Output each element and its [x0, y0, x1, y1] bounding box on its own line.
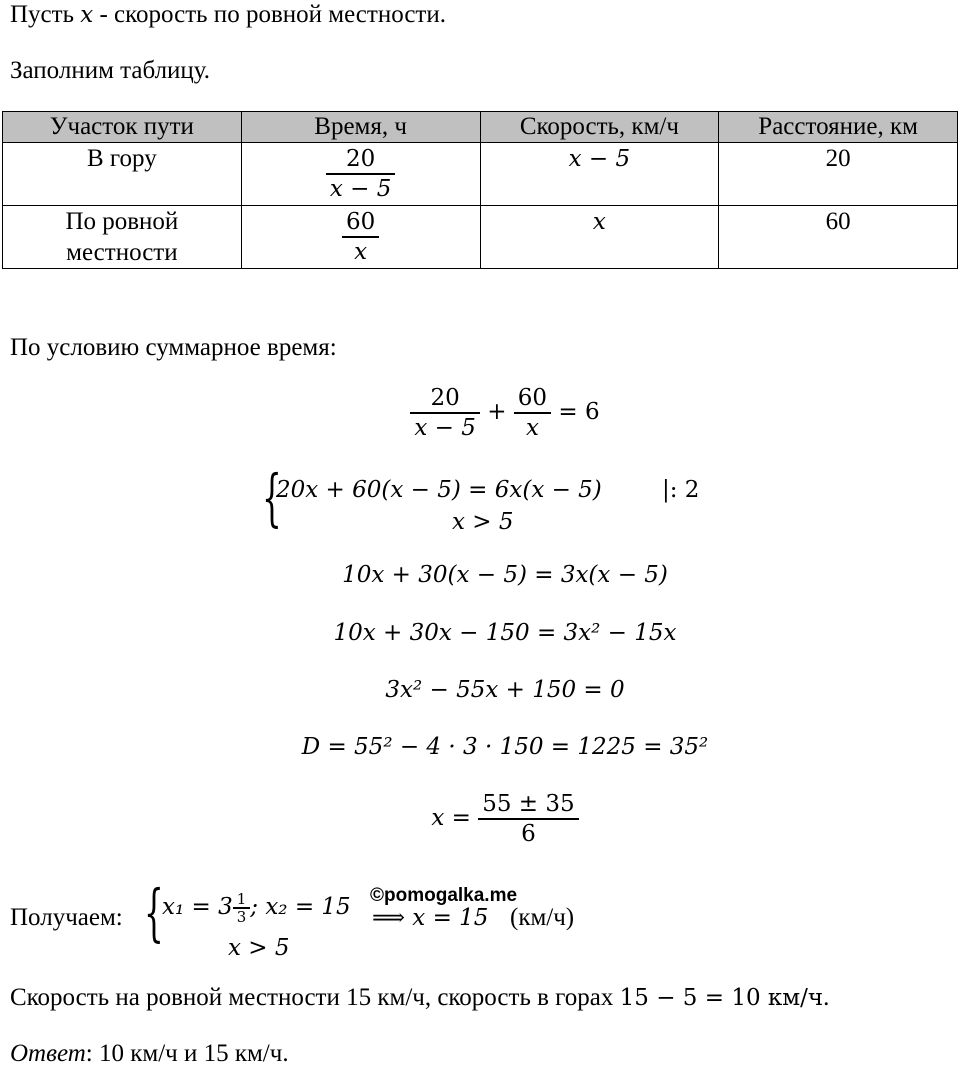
header-time: Время, ч: [241, 112, 480, 143]
equation-roots: x = $\frac{55 \pm 35}{6}$: [0, 790, 960, 848]
equation-discriminant: D = 55² − 4 · 3 · 150 = 1225 = 35²: [301, 734, 709, 760]
fill-table-text: Заполним таблицу.: [10, 57, 211, 84]
speed-conclusion: Скорость на ровной местности 15 км/ч, скорость в горах 15 − 5 = 10 км/ч.: [10, 984, 830, 1011]
system-brace: {: [262, 461, 282, 534]
header-distance: Расстояние, км: [719, 112, 958, 143]
equation-4: 3x² − 55x + 150 = 0: [385, 677, 625, 703]
answer-line: Ответ: 10 км/ч и 15 км/ч.: [10, 1040, 289, 1067]
cell-time: $\frac{20}{x - 5}$: [241, 143, 480, 206]
cell-distance: 60: [719, 206, 958, 269]
cell-segment: По ровной местности: [3, 206, 242, 269]
system-line-1: 20x + 60(x − 5) = 6x(x − 5): [276, 477, 602, 503]
result-roots: x₁ = 3 $\frac{1}{3}$ ; x₂ = 15: [162, 890, 351, 926]
table-row: [3, 143, 958, 206]
result-unit: (км/ч): [510, 904, 575, 931]
result-implies: ⟹ x = 15: [372, 905, 489, 931]
equation-2: 10x + 30(x − 5) = 3x(x − 5): [342, 562, 668, 588]
cell-distance: 20: [719, 143, 958, 206]
table-header-row: [3, 112, 958, 143]
result-condition: x > 5: [228, 935, 290, 961]
table-row: [3, 206, 958, 269]
cell-speed: x − 5: [480, 143, 719, 206]
condition-text: По условию суммарное время:: [10, 334, 337, 361]
intro-line: Пусть x - скорость по ровной местности.: [10, 1, 446, 28]
result-brace: {: [144, 876, 164, 949]
data-table: [2, 111, 958, 269]
equation-sum-time: $\frac{20}{x - 5}$ + $\frac{60}{x}$ = 6: [0, 384, 960, 442]
cell-speed: x: [480, 206, 719, 269]
equation-3: 10x + 30x − 150 = 3x² − 15x: [333, 620, 677, 646]
cell-segment: В гору: [3, 143, 242, 206]
cell-time: $\frac{60}{x}$: [241, 206, 480, 269]
watermark: ©pomogalka.me: [370, 885, 518, 906]
result-label: Получаем:: [10, 904, 123, 931]
system-line-2: x > 5: [452, 509, 514, 535]
system-divide-note: |: 2: [662, 477, 700, 503]
header-speed: Скорость, км/ч: [480, 112, 719, 143]
header-segment: Участок пути: [3, 112, 242, 143]
